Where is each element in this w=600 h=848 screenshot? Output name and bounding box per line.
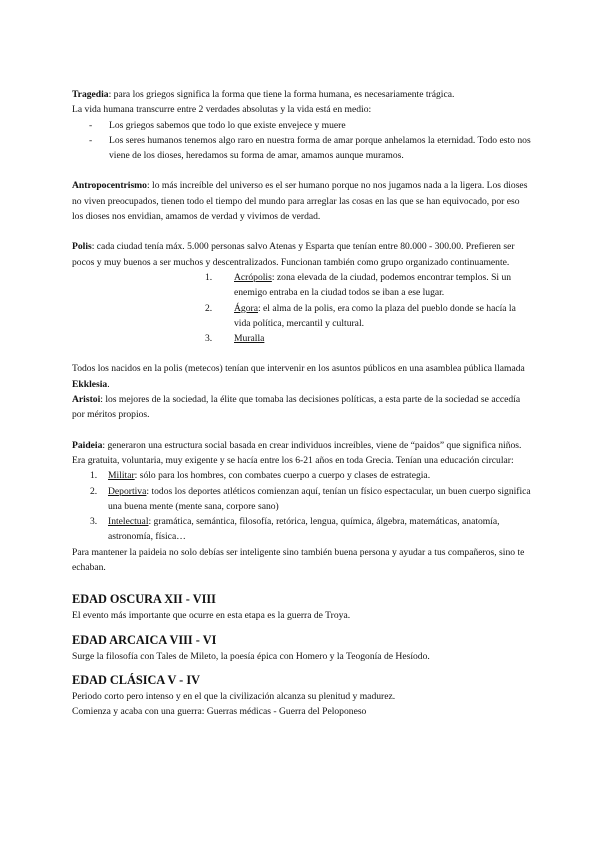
era-text: Periodo corto pero intenso y en el que la civilización alcanza su plenitud y madurez. — [72, 690, 396, 702]
antropocentrismo-definition: : lo más increíble del universo es el ser humano porque no nos jugamos nada a la ligera. Los dioses no viven preocupados, tienen todo el tiempo del mundo para arreglar las cosas en las que se han equivocado, por eso los dioses nos envidian, amamos de verdad y vivimos de verdad. — [72, 180, 528, 223]
list-number: 1. — [90, 470, 98, 482]
ekklesia-term: Ekklesia — [72, 378, 108, 390]
list-item-term: Muralla — [234, 333, 265, 345]
list-number: 2. — [90, 485, 98, 497]
tragedia-paragraph — [72, 87, 532, 102]
polis-term: Polis — [72, 241, 92, 253]
tragedia-line2: La vida humana transcurre entre 2 verdades absolutas y la vida está en medio: — [72, 104, 372, 116]
ekklesia-paragraph — [72, 361, 532, 392]
list-item-term: Ágora — [234, 302, 258, 314]
aristoi-definition: : los mejores de la sociedad, la élite que tomaba las decisiones políticas, a esta parte de la sociedad se accedía por méritos propios. — [72, 394, 521, 421]
paideia-term: Paideia — [72, 439, 103, 451]
paideia-closing: Para mantener la paideia no solo debías ser inteligente sino también buena persona y ayudar a tus compañeros, sino te echaban. — [72, 546, 525, 574]
paideia-definition: : generaron una estructura social basada en crear individuos increíbles, viene de “paidos” que significa niños. Era gratuita, voluntaria, muy exigente y se hacía entre los 6-21 años en toda Grecia. Tenían una educación circular: — [72, 439, 522, 466]
list-number: 3. — [90, 516, 98, 528]
list-item-text: : sólo para los hombres, con combates cuerpo a cuerpo y clases de estrategia. — [134, 470, 431, 482]
list-item-term: Intelectual — [108, 516, 149, 528]
paideia-numbered-list — [90, 468, 532, 544]
list-item-text: : gramática, semántica, filosofía, retórica, lengua, química, álgebra, matemáticas, anatomía, astronomía, física… — [108, 516, 500, 543]
list-item — [90, 468, 532, 483]
document-page — [72, 87, 532, 720]
ekklesia-text: Todos los nacidos en la polis (metecos) tenían que intervenir en los asuntos públicos en una asamblea pública llamada — [72, 363, 525, 375]
polis-paragraph — [72, 239, 532, 270]
list-item-term: Acrópolis — [234, 271, 272, 283]
list-item: - Los seres humanos tenemos algo raro en nuestra forma de amar porque anhelamos la eternidad. Todo esto nos viene de los dioses, heredamos su forma de amar, amamos aunque muramos. — [72, 133, 532, 164]
polis-numbered-list — [205, 270, 532, 346]
tragedia-definition: : para los griegos significa la forma que tiene la forma humana, es necesariamente trágica. — [108, 89, 455, 100]
antropocentrismo-term: Antropocentrismo — [72, 180, 147, 192]
list-item: - Los griegos sabemos que todo lo que existe envejece y muere — [72, 118, 532, 133]
list-item-text: : el alma de la polis, era como la plaza del pueblo donde se hacía la vida política, mercantil y cultural. — [234, 302, 516, 329]
era-text: Comienza y acaba con una guerra: Guerras médicas - Guerra del Peloponeso — [72, 706, 367, 718]
aristoi-term: Aristoi — [72, 394, 101, 406]
list-item — [205, 331, 532, 346]
list-item-term: Militar — [108, 470, 135, 482]
list-item — [205, 301, 532, 332]
list-number: 3. — [205, 333, 213, 345]
list-number: 1. — [205, 271, 213, 283]
era-heading-clasica: EDAD CLÁSICA V - IV — [72, 672, 201, 687]
tragedia-term: Tragedia — [72, 89, 109, 100]
list-item-text: : zona elevada de la ciudad, podemos encontrar templos. Si un enemigo entraba en la ciudad todos se iban a ese lugar. — [234, 271, 512, 299]
era-text: Surge la filosofía con Tales de Mileto, la poesía épica con Homero y la Teogonía de Hesíodo. — [72, 650, 430, 662]
list-item — [205, 270, 532, 301]
list-number: 2. — [205, 302, 213, 314]
list-item-text: : todos los deportes atléticos comienzan aquí, tenían un físico espectacular, un buen cuerpo significa una buena mente (mente sana, corpore sano) — [108, 485, 531, 512]
list-item-term: Deportiva — [108, 485, 147, 497]
polis-definition: : cada ciudad tenía máx. 5.000 personas salvo Atenas y Esparta que tenían entre 80.000 - 300.00. Prefieren ser pocos y muy buenos a ser muchos y descentralizados. Funcionan también como grupo organizado continuamente. — [72, 241, 515, 268]
era-heading-arcaica: EDAD ARCAICA VIII - VI — [72, 632, 217, 647]
aristoi-paragraph — [72, 392, 532, 423]
tragedia-bullet-list — [72, 118, 532, 164]
list-item — [90, 514, 532, 545]
antropocentrismo-paragraph — [72, 178, 532, 224]
list-item — [90, 484, 532, 515]
era-text: El evento más importante que ocurre en esta etapa es la guerra de Troya. — [72, 610, 351, 622]
paideia-paragraph — [72, 438, 532, 469]
ekklesia-end: . — [107, 378, 110, 390]
era-heading-oscura: EDAD OSCURA XII - VIII — [72, 592, 216, 607]
